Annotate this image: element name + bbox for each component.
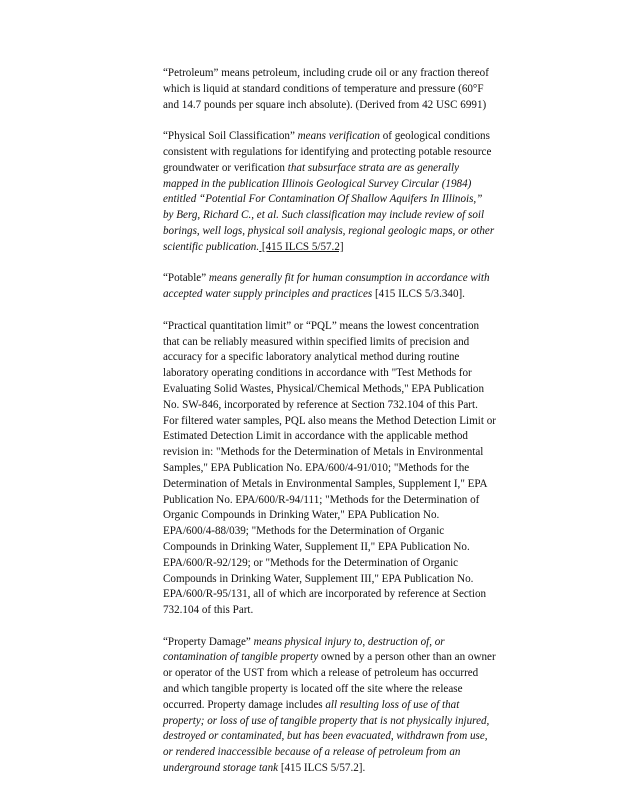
- text-line: [163, 635, 535, 651]
- document-body: [163, 66, 535, 777]
- definition-physical-soil-classification: [163, 129, 535, 255]
- text-line: [163, 366, 535, 382]
- text-run: Publication No. EPA/600/R-94/111; "Methods for the Determination of: [163, 493, 480, 506]
- text-line: [163, 477, 535, 493]
- text-line: [163, 382, 535, 398]
- text-line: [163, 350, 535, 366]
- text-line: [163, 177, 535, 193]
- text-run: that can be reliably measured within specified limits of precision and: [163, 335, 470, 348]
- italic-text-run: underground storage tank: [163, 762, 279, 775]
- text-line: [163, 682, 535, 698]
- text-line: [163, 461, 535, 477]
- italic-text-run: mapped in the publication Illinois Geological Survey Circular (1984): [163, 177, 472, 190]
- text-run: [415 ILCS 5/57.2].: [278, 762, 366, 775]
- text-run: For filtered water samples, PQL also means the Method Detection Limit or: [163, 414, 496, 427]
- text-line: [163, 540, 535, 556]
- italic-text-run: destroyed or contaminated, but has been evacuated, withdrawn from use,: [163, 730, 488, 743]
- citation-text: [415 ILCS 5/57.2]: [259, 240, 344, 253]
- italic-text-run: by Berg, Richard C., et al. Such classification may include review of soil: [163, 209, 485, 222]
- text-line: [163, 66, 535, 82]
- text-run: consistent with regulations for identifying and protecting potable resource: [163, 145, 492, 158]
- text-line: [163, 98, 535, 114]
- text-run: “Practical quantitation limit” or “PQL” means the lowest concentration: [163, 319, 480, 332]
- text-line: [163, 335, 535, 351]
- text-run: EPA/600/R-95/131, all of which are incorporated by reference at Section: [163, 588, 487, 601]
- italic-text-run: borings, well logs, physical soil analysis, regional geologic maps, or other: [163, 224, 495, 237]
- text-line: [163, 761, 535, 777]
- text-run: 732.104 of this Part.: [163, 604, 254, 617]
- text-line: [163, 145, 535, 161]
- text-run: and 14.7 pounds per square inch absolute). (Derived from 42 USC 6991): [163, 98, 487, 111]
- text-run: EPA/600/R-92/129; or "Methods for the Determination of Organic: [163, 556, 459, 569]
- text-line: [163, 603, 535, 619]
- text-run: [415 ILCS 5/3.340].: [372, 288, 465, 301]
- italic-text-run: accepted water supply principles and practices: [163, 288, 373, 301]
- italic-text-run: property; or loss of use of tangible property that is not physically injured,: [163, 714, 490, 727]
- italic-text-run: that subsurface strata are as generally: [287, 161, 459, 174]
- definition-potable: [163, 271, 535, 303]
- text-run: revision in: "Methods for the Determination of Metals in Environmental: [163, 446, 484, 459]
- text-line: [163, 650, 535, 666]
- text-run: Compounds in Drinking Water, Supplement II," EPA Publication No.: [163, 540, 470, 553]
- text-run: “Property Damage”: [163, 635, 254, 648]
- text-line: [163, 224, 535, 240]
- text-line: [163, 508, 535, 524]
- text-line: [163, 714, 535, 730]
- text-run: Estimated Detection Limit in accordance with the applicable method: [163, 430, 468, 443]
- text-line: [163, 82, 535, 98]
- italic-text-run: means verification: [297, 130, 380, 143]
- text-run: groundwater or verification: [163, 161, 288, 174]
- text-line: [163, 556, 535, 572]
- text-run: “Physical Soil Classification”: [163, 130, 298, 143]
- definition-pql: [163, 319, 535, 619]
- italic-text-run: all resulting loss of use of that: [325, 698, 460, 711]
- italic-text-run: contamination of tangible property: [163, 651, 319, 664]
- text-run: Samples," EPA Publication No. EPA/600/4-91/010; "Methods for the: [163, 461, 470, 474]
- text-line: [163, 240, 535, 256]
- text-run: which is liquid at standard conditions of temperature and pressure (60°F: [163, 82, 484, 95]
- italic-text-run: scientific publication.: [163, 240, 260, 253]
- italic-text-run: entitled “Potential For Contamination Of Shallow Aquifers In Illinois,”: [163, 193, 483, 206]
- text-line: [163, 524, 535, 540]
- text-line: [163, 319, 535, 335]
- definition-property-damage: [163, 635, 535, 777]
- italic-text-run: or rendered inaccessible because of a release of petroleum from an: [163, 746, 461, 759]
- text-line: [163, 414, 535, 430]
- text-run: occurred. Property damage includes: [163, 698, 326, 711]
- text-run: of geological conditions: [379, 130, 490, 143]
- text-run: laboratory operating conditions in accordance with "Test Methods for: [163, 367, 472, 380]
- italic-text-run: means generally fit for human consumption in accordance with: [208, 272, 490, 285]
- text-run: Compounds in Drinking Water, Supplement III," EPA Publication No.: [163, 572, 474, 585]
- text-line: [163, 666, 535, 682]
- text-run: “Potable”: [163, 272, 209, 285]
- text-run: owned by a person other than an owner: [318, 651, 496, 664]
- text-line: [163, 161, 535, 177]
- text-run: Evaluating Solid Wastes, Physical/Chemical Methods," EPA Publication: [163, 382, 485, 395]
- text-run: accuracy for a specific laboratory analytical method during routine: [163, 351, 460, 364]
- text-line: [163, 572, 535, 588]
- text-run: or operator of the UST from which a release of petroleum has occurred: [163, 667, 479, 680]
- text-line: [163, 398, 535, 414]
- text-line: [163, 493, 535, 509]
- text-line: [163, 208, 535, 224]
- text-run: Organic Compounds in Drinking Water," EPA Publication No.: [163, 509, 440, 522]
- text-run: Determination of Metals in Environmental Samples, Supplement I," EPA: [163, 477, 488, 490]
- text-run: No. SW-846, incorporated by reference at Section 732.104 of this Part.: [163, 398, 478, 411]
- text-line: [163, 587, 535, 603]
- text-line: [163, 192, 535, 208]
- text-line: [163, 698, 535, 714]
- text-line: [163, 129, 535, 145]
- italic-text-run: means physical injury to, destruction of, or: [253, 635, 445, 648]
- text-line: [163, 287, 535, 303]
- text-run: EPA/600/4-88/039; "Methods for the Determination of Organic: [163, 525, 445, 538]
- text-run: and which tangible property is located off the site where the release: [163, 683, 463, 696]
- text-line: [163, 729, 535, 745]
- text-run: “Petroleum” means petroleum, including crude oil or any fraction thereof: [163, 67, 489, 79]
- text-line: [163, 745, 535, 761]
- text-line: [163, 445, 535, 461]
- text-line: [163, 429, 535, 445]
- text-line: [163, 271, 535, 287]
- definition-petroleum: [163, 66, 535, 113]
